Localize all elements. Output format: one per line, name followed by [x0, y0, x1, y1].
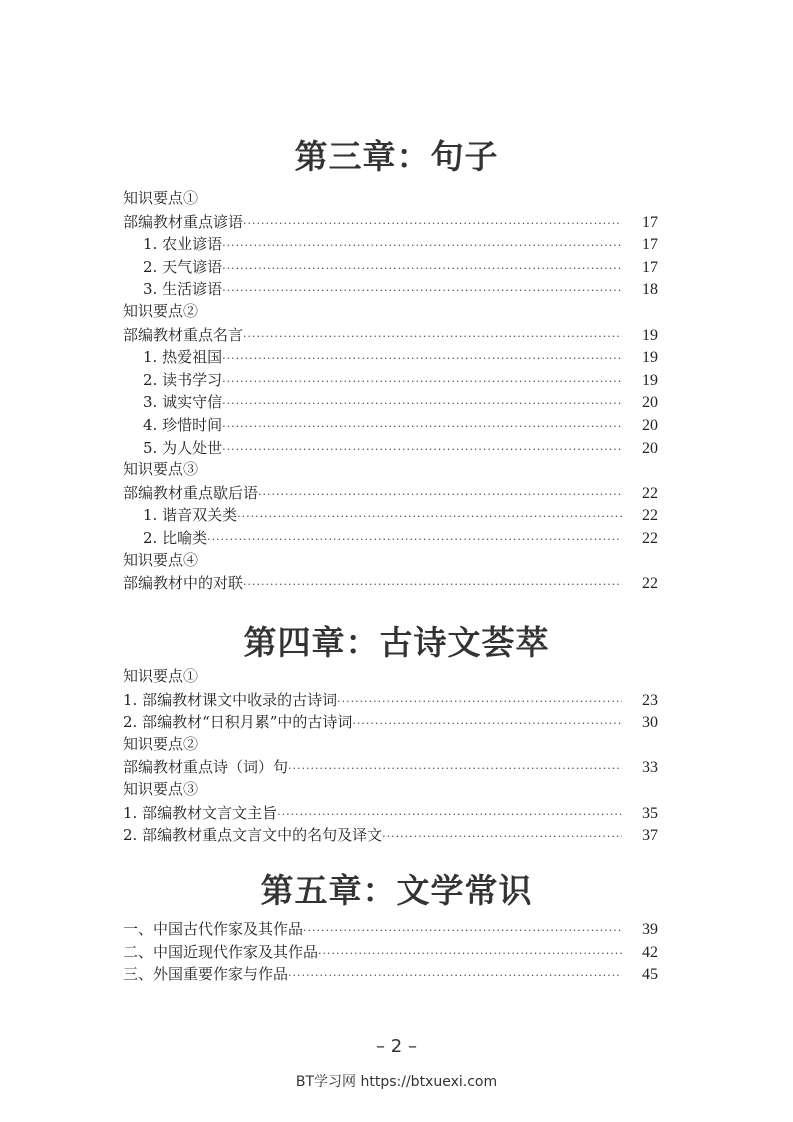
- toc-entry[interactable]: [123, 756, 658, 779]
- toc-entry-label: 1. 部编教材文言文主旨: [123, 803, 278, 822]
- toc-entry[interactable]: [123, 369, 658, 392]
- toc-page-number: 18: [642, 281, 658, 299]
- knowledge-point-heading: [123, 779, 658, 802]
- toc-entry[interactable]: [123, 802, 658, 825]
- toc-entry-label: 知识要点①: [123, 669, 199, 685]
- dot-leader: [243, 326, 622, 349]
- toc-page-number: 20: [642, 416, 658, 434]
- knowledge-point-heading: [123, 459, 658, 482]
- dot-leader: [382, 826, 622, 849]
- knowledge-point-heading: [123, 550, 658, 573]
- toc-page-number: 22: [642, 484, 658, 502]
- dot-leader: [277, 804, 622, 827]
- toc-entry-label: 3. 诚实守信: [143, 393, 223, 412]
- toc-entry[interactable]: [123, 711, 658, 734]
- dot-leader: [222, 348, 622, 371]
- dot-leader: [237, 506, 622, 529]
- toc-entry-label: 4. 珍惜时间: [143, 415, 223, 434]
- toc-entry[interactable]: [123, 414, 658, 437]
- toc-entry-label: 二、中国近现代作家及其作品: [123, 942, 319, 961]
- toc-entry[interactable]: [123, 824, 658, 847]
- toc-entry[interactable]: [123, 278, 658, 301]
- toc-page-number: 30: [642, 714, 658, 732]
- toc-entry-label: 1. 部编教材课文中收录的古诗词: [123, 690, 338, 709]
- toc-entry[interactable]: [123, 504, 658, 527]
- dot-leader: [222, 280, 622, 303]
- toc-page-number: 23: [642, 691, 658, 709]
- dot-leader: [222, 258, 622, 281]
- toc-section: [123, 666, 658, 847]
- toc-entry-label: 2. 天气谚语: [143, 257, 223, 276]
- toc-section: [123, 918, 658, 986]
- toc-entry-label: 知识要点①: [123, 191, 199, 207]
- toc-entry[interactable]: [123, 527, 658, 550]
- dot-leader: [222, 416, 622, 439]
- toc-page-number: 22: [642, 529, 658, 547]
- toc-entry-label: 2. 读书学习: [143, 370, 223, 389]
- toc-entry-label: 三、外国重要作家与作品: [123, 965, 289, 984]
- toc-page-number: 17: [642, 258, 658, 276]
- dot-leader: [222, 439, 622, 462]
- toc-entry-label: 1. 热爱祖国: [143, 348, 223, 367]
- toc-entry-label: 一、中国古代作家及其作品: [123, 920, 304, 938]
- toc-page-number: 42: [642, 943, 658, 961]
- dot-leader: [207, 529, 622, 552]
- toc-entry-label: 1. 谐音双关类: [143, 506, 238, 525]
- toc-entry-label: 5. 为人处世: [143, 438, 223, 457]
- toc-page-number: 22: [642, 507, 658, 525]
- toc-entry[interactable]: [123, 211, 658, 234]
- toc-entry[interactable]: [123, 963, 658, 986]
- dot-leader: [288, 965, 622, 988]
- dot-leader: [222, 235, 622, 258]
- toc-page-number: 19: [642, 349, 658, 367]
- dot-leader: [337, 691, 622, 714]
- chapter-title: 第五章：文学常识: [260, 871, 533, 910]
- toc-entry-label: 3. 生活谚语: [143, 280, 223, 299]
- toc-page-number: 19: [642, 371, 658, 389]
- toc-page-number: 17: [642, 213, 658, 231]
- toc-entry-label: 部编教材重点诗（词）句: [123, 758, 289, 777]
- toc-entry-label: 2. 部编教材“日积月累”中的古诗词: [123, 713, 353, 732]
- chapter-title: 第三章：句子: [294, 137, 499, 176]
- toc-entry-label: 知识要点③: [123, 462, 199, 479]
- toc-entry[interactable]: [123, 941, 658, 964]
- toc-entry-label: 部编教材重点名言: [123, 325, 244, 344]
- toc-page-number: 17: [642, 236, 658, 254]
- toc-entry-label: 2. 比喻类: [143, 528, 208, 547]
- toc-entry-label: 部编教材中的对联: [123, 574, 244, 593]
- dot-leader: [352, 713, 622, 736]
- toc-entry-label: 1. 农业谚语: [143, 235, 223, 254]
- toc-page-number: 37: [642, 827, 658, 845]
- toc-entry-label: 知识要点②: [123, 303, 199, 320]
- dot-leader: [288, 758, 622, 781]
- dot-leader: [318, 943, 622, 966]
- toc-entry[interactable]: [123, 572, 658, 595]
- toc-page-number: 45: [642, 966, 658, 984]
- toc-page-number: 39: [642, 921, 658, 938]
- toc-entry-label: 知识要点②: [123, 736, 199, 753]
- knowledge-point-heading: [123, 301, 658, 324]
- toc-entry-label: 部编教材重点歇后语: [123, 483, 259, 502]
- toc-entry[interactable]: [123, 482, 658, 505]
- toc-page-number: 33: [642, 759, 658, 777]
- chapter-title: 第四章：古诗文荟萃: [243, 623, 550, 662]
- toc-entry[interactable]: [123, 689, 658, 712]
- toc-section: [123, 188, 658, 595]
- toc-page-number: 22: [642, 575, 658, 593]
- toc-entry-label: 2. 部编教材重点文言文中的名句及译文: [123, 826, 383, 845]
- dot-leader: [243, 574, 622, 597]
- toc-entry[interactable]: [123, 256, 658, 279]
- dot-leader: [222, 393, 622, 416]
- toc-entry[interactable]: [123, 324, 658, 347]
- dot-leader: [222, 371, 622, 394]
- toc-page-number: 20: [642, 439, 658, 457]
- toc-entry-label: 知识要点④: [123, 552, 199, 569]
- toc-page-number: 19: [642, 326, 658, 344]
- dot-leader: [258, 484, 622, 507]
- toc-page-number: 20: [642, 394, 658, 412]
- toc-entry-label: 部编教材重点谚语: [123, 212, 244, 231]
- toc-entry[interactable]: [123, 346, 658, 369]
- toc-entry-label: 知识要点③: [123, 781, 199, 798]
- toc-entry[interactable]: [123, 233, 658, 256]
- toc-page-number: 35: [642, 804, 658, 822]
- knowledge-point-heading: [123, 734, 658, 757]
- page-number: – 2 –: [376, 1036, 417, 1057]
- knowledge-point-heading: [123, 666, 658, 689]
- footer-watermark[interactable]: BT学习网 https://btxuexi.com: [295, 1074, 498, 1090]
- toc-entry[interactable]: [123, 918, 658, 941]
- knowledge-point-heading: [123, 188, 658, 211]
- toc-entry[interactable]: [123, 437, 658, 460]
- dot-leader: [303, 920, 622, 943]
- dot-leader: [243, 213, 622, 236]
- toc-entry[interactable]: [123, 391, 658, 414]
